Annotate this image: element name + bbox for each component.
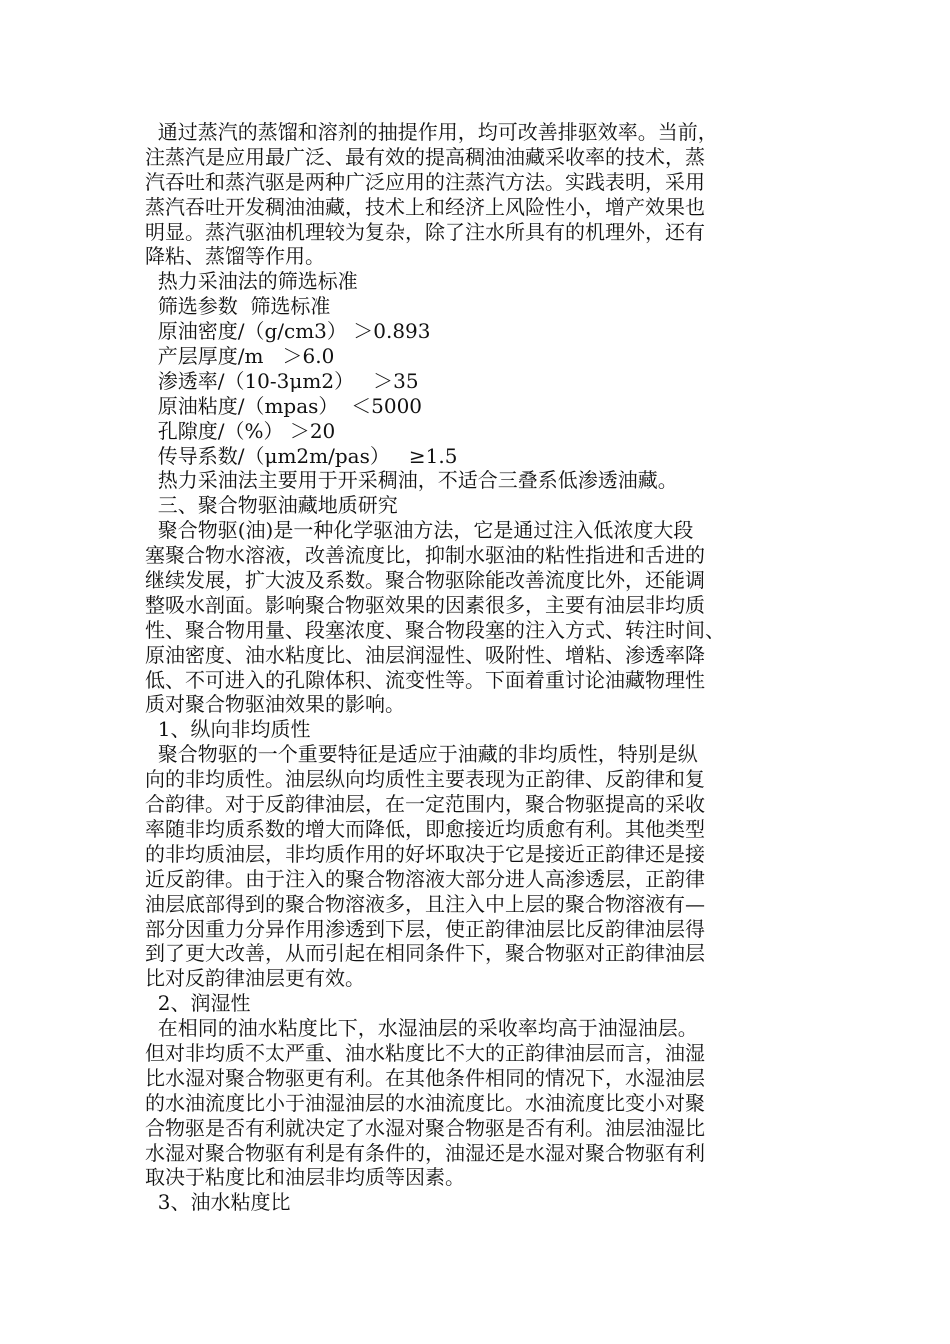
text-line: 蒸汽吞吐开发稠油油藏，技术上和经济上风险性小，增产效果也 (145, 194, 705, 219)
text-line: 通过蒸汽的蒸馏和溶剂的抽提作用，均可改善排驱效率。当前， (145, 120, 718, 144)
text-line: 低、不可进入的孔隙体积、流变性等。下面着重讨论油藏物理性 (145, 667, 705, 692)
text-line: 继续发展，扩大波及系数。聚合物驱除能改善流度比外，还能调 (145, 568, 705, 593)
table-row: 产层厚度/m ＞6.0 (145, 344, 335, 369)
text-line: 原油密度、油水粘度比、油层润湿性、吸附性、增粘、渗透率降 (145, 642, 705, 667)
text-line: 热力采油法主要用于开采稠油，不适合三叠系低渗透油藏。 (145, 468, 678, 493)
text-line: 明显。蒸汽驱油机理较为复杂，除了注水所具有的机理外，还有 (145, 219, 705, 244)
table-row: 渗透率/（10-3μm2） ＞35 (145, 368, 419, 393)
text-line: 取决于粘度比和油层非均质等因素。 (145, 1165, 465, 1190)
text-line: 水湿对聚合物驱有利是有条件的，油湿还是水湿对聚合物驱有利 (145, 1140, 705, 1165)
section-heading: 三、聚合物驱油藏地质研究 (145, 493, 398, 518)
table-row: 传导系数/（μm2m/pas） ≥1.5 (145, 443, 458, 468)
table-row: 孔隙度/（%） ＞20 (145, 418, 336, 443)
text-line: 汽吞吐和蒸汽驱是两种广泛应用的注蒸汽方法。实践表明，采用 (145, 169, 705, 194)
text-line: 比对反韵律油层更有效。 (145, 966, 365, 991)
text-line: 合物驱是否有利就决定了水湿对聚合物驱是否有利。油层油湿比 (145, 1115, 705, 1140)
text-line: 性、聚合物用量、段塞浓度、聚合物段塞的注入方式、转注时间、 (145, 617, 725, 642)
text-line: 整吸水剖面。影响聚合物驱效果的因素很多，主要有油层非均质 (145, 592, 705, 617)
text-line: 塞聚合物水溶液，改善流度比，抑制水驱油的粘性指进和舌进的 (145, 543, 705, 568)
text-line: 油层底部得到的聚合物溶液多，且注入中上层的聚合物溶液有— (145, 891, 705, 916)
text-line: 在相同的油水粘度比下，水湿油层的采收率均高于油湿油层。 (145, 1016, 698, 1041)
text-line: 部分因重力分异作用渗透到下层，使正韵律油层比反韵律油层得 (145, 916, 705, 941)
text-line: 近反韵律。由于注入的聚合物溶液大部分进人高渗透层，正韵律 (145, 866, 705, 891)
text-line: 的水油流度比小于油湿油层的水油流度比。水油流度比变小对聚 (145, 1090, 705, 1115)
table-row: 原油粘度/（mpas） ＜5000 (145, 393, 423, 418)
section-heading: 1、纵向非均质性 (145, 717, 311, 742)
text-line: 聚合物驱(油)是一种化学驱油方法，它是通过注入低浓度大段 (145, 518, 694, 543)
text-line: 比水湿对聚合物驱更有利。在其他条件相同的情况下，水湿油层 (145, 1065, 705, 1090)
text-line: 合韵律。对于反韵律油层，在一定范围内，聚合物驱提高的采收 (145, 792, 705, 817)
text-line: 质对聚合物驱油效果的影响。 (145, 692, 405, 717)
text-line: 但对非均质不太严重、油水粘度比不大的正韵律油层而言，油湿 (145, 1040, 705, 1065)
text-line: 降粘、蒸馏等作用。 (145, 244, 325, 269)
text-line: 注蒸汽是应用最广泛、最有效的提高稠油油藏采收率的技术，蒸 (145, 144, 705, 169)
section-heading: 3、油水粘度比 (145, 1190, 291, 1215)
document-body (145, 120, 795, 1215)
text-line: 向的非均质性。油层纵向均质性主要表现为正韵律、反韵律和复 (145, 767, 705, 792)
section-heading: 热力采油法的筛选标准 (145, 269, 358, 294)
table-row: 原油密度/（g/cm3） ＞0.893 (145, 319, 431, 344)
text-line: 的非均质油层，非均质作用的好坏取决于它是接近正韵律还是接 (145, 841, 705, 866)
section-heading: 2、润湿性 (145, 991, 251, 1016)
text-line: 到了更大改善，从而引起在相同条件下，聚合物驱对正韵律油层 (145, 941, 705, 966)
text-line: 率随非均质系数的增大而降低，即愈接近均质愈有利。其他类型 (145, 816, 705, 841)
text-line: 聚合物驱的一个重要特征是适应于油藏的非均质性，特别是纵 (145, 742, 698, 767)
table-header: 筛选参数 筛选标准 (145, 294, 331, 319)
